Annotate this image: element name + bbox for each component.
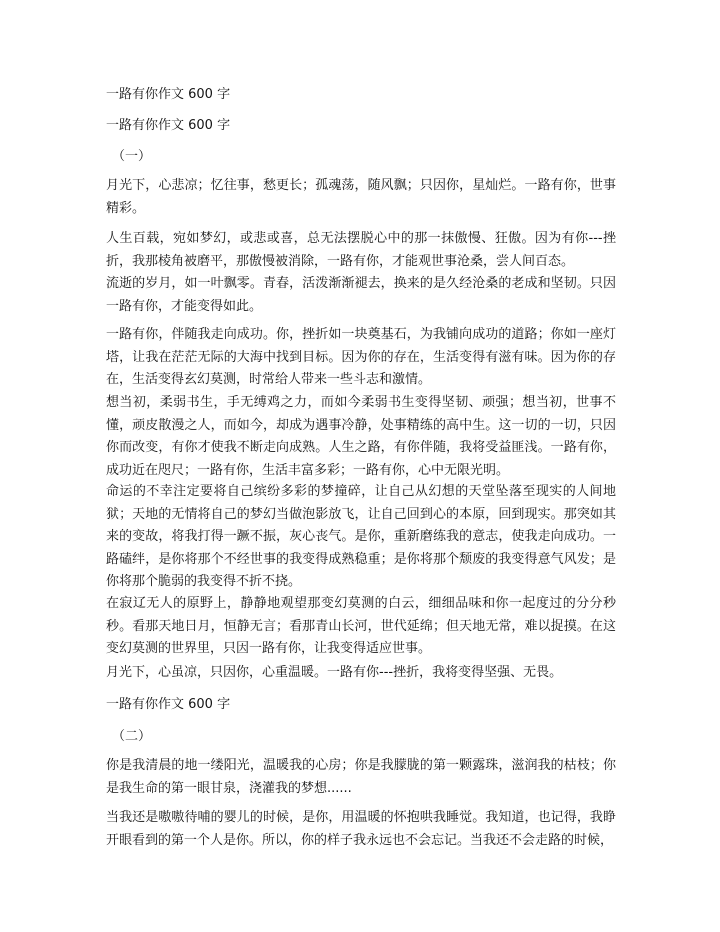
paragraph: 当我还是嗷嗷待哺的婴儿的时候，是你，用温暖的怀抱哄我睡觉。我知道，也记得，我睁开眼看到的第一个人是你。所以，你的样子我永远也不会忘记。当我还不会走路的时候， [106,810,616,848]
paragraph: 月光下，心虽凉，只因你，心重温暖。一路有你---挫折，我将变得坚强、无畏。 [106,665,563,680]
paragraph: 你是我清晨的地一缕阳光，温暖我的心房；你是我朦胧的第一颗露珠，滋润我的枯枝；你是我生命的第一眼甘泉，浇灌我的梦想...... [106,758,616,796]
document-subtitle: 一路有你作文 600 字 [106,118,231,133]
section-one-label: （一） [112,149,152,164]
paragraph: 想当初，柔弱书生，手无缚鸡之力，而如今柔弱书生变得坚韧、顽强；想当初，世事不懂，顽皮散漫之人，而如今，却成为遇事冷静，处事精练的高中生。这一切的一切，只因你而改变，有你才使我不断走向成熟。人生之路，有你伴随，我将受益匪浅。一路有你，成功近在咫尺；一路有你，生活丰富多彩；一路有你，心中无限光明。 [106,395,616,478]
paragraph: 月光下，心悲凉；忆往事，愁更长；孤魂荡，随风飘；只因你，星灿烂。一路有你，世事精彩。 [106,178,616,216]
repeat-heading: 一路有你作文 600 字 [106,697,231,712]
paragraph: 流逝的岁月，如一叶飘零。青春，活泼渐渐褪去，换来的是久经沧桑的老成和坚韧。只因一路有你，才能变得如此。 [106,276,616,314]
paragraph: 在寂辽无人的原野上，静静地观望那变幻莫测的白云，细细品味和你一起度过的分分秒秒。看那天地日月，恒静无言；看那青山长河，世代延绵；但天地无常，难以捉摸。在这变幻莫测的世界里，只因一路有你，让我变得适应世事。 [106,596,616,656]
document-title: 一路有你作文 600 字 [106,87,231,102]
paragraph: 命运的不幸注定要将自己缤纷多彩的梦撞碎，让自己从幻想的天堂坠落至现实的人间地狱；天地的无情将自己的梦幻当做泡影放飞，让自己回到心的本原，回到现实。那突如其来的变故，将我打得一蹶不振，灰心丧气。是你，重新磨练我的意志，使我走向成功。一路磕绊，是你将那个不经世事的我变得成熟稳重；是你将那个颓废的我变得意气风发；是你将那个脆弱的我变得不折不挠。 [106,484,616,589]
section-two-label: （二） [112,729,152,744]
paragraph: 一路有你，伴随我走向成功。你，挫折如一块奠基石，为我铺向成功的道路；你如一座灯塔，让我在茫茫无际的大海中找到目标。因为你的存在，生活变得有滋有味。因为你的存在，生活变得玄幻莫测，时常给人带来一些斗志和激情。 [106,327,616,387]
paragraph: 人生百载，宛如梦幻，或悲或喜，总无法摆脱心中的那一抹傲慢、狂傲。因为有你---挫折，我那棱角被磨平，那傲慢被消除，一路有你，才能观世事沧桑，尝人间百态。 [106,231,616,269]
